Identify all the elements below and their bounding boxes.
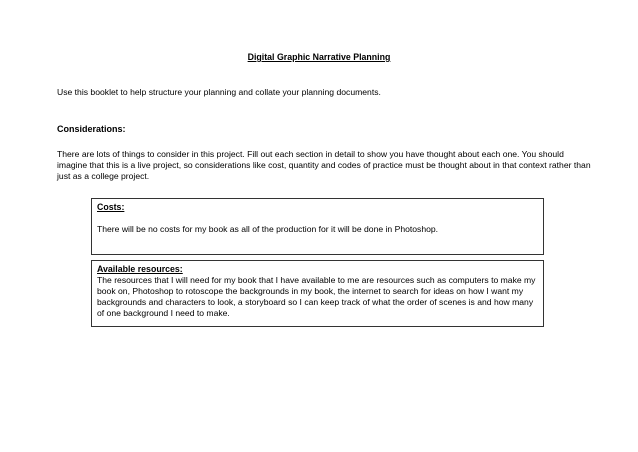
available-resources-text: The resources that I will need for my book that I have available to me are resources such as computers to make my book on, Photoshop to rotoscope the backgrounds in my book, the internet to search for ideas on how I want my backgrounds and characters to look, a storyboard so I can keep track of what the order of scenes is and how many of one background I need to make. [97,275,536,318]
document-title: Digital Graphic Narrative Planning [247,52,391,62]
costs-text: There will be no costs for my book as all of the production for it will be done in Photoshop. [97,224,439,234]
costs-box [91,198,544,255]
costs-heading: Costs: [97,202,125,212]
considerations-heading: Considerations: [57,124,126,134]
considerations-text: There are lots of things to consider in this project. Fill out each section in detail to show you have thought about each one. You should imagine that this is a live project, so considerations like cost, quantity and codes of practice must be thought about in that context rather than just as a college project. [57,149,591,181]
intro-text: Use this booklet to help structure your planning and collate your planning documents. [57,87,381,97]
available-resources-heading: Available resources: [97,264,183,274]
available-resources-box [91,260,544,327]
